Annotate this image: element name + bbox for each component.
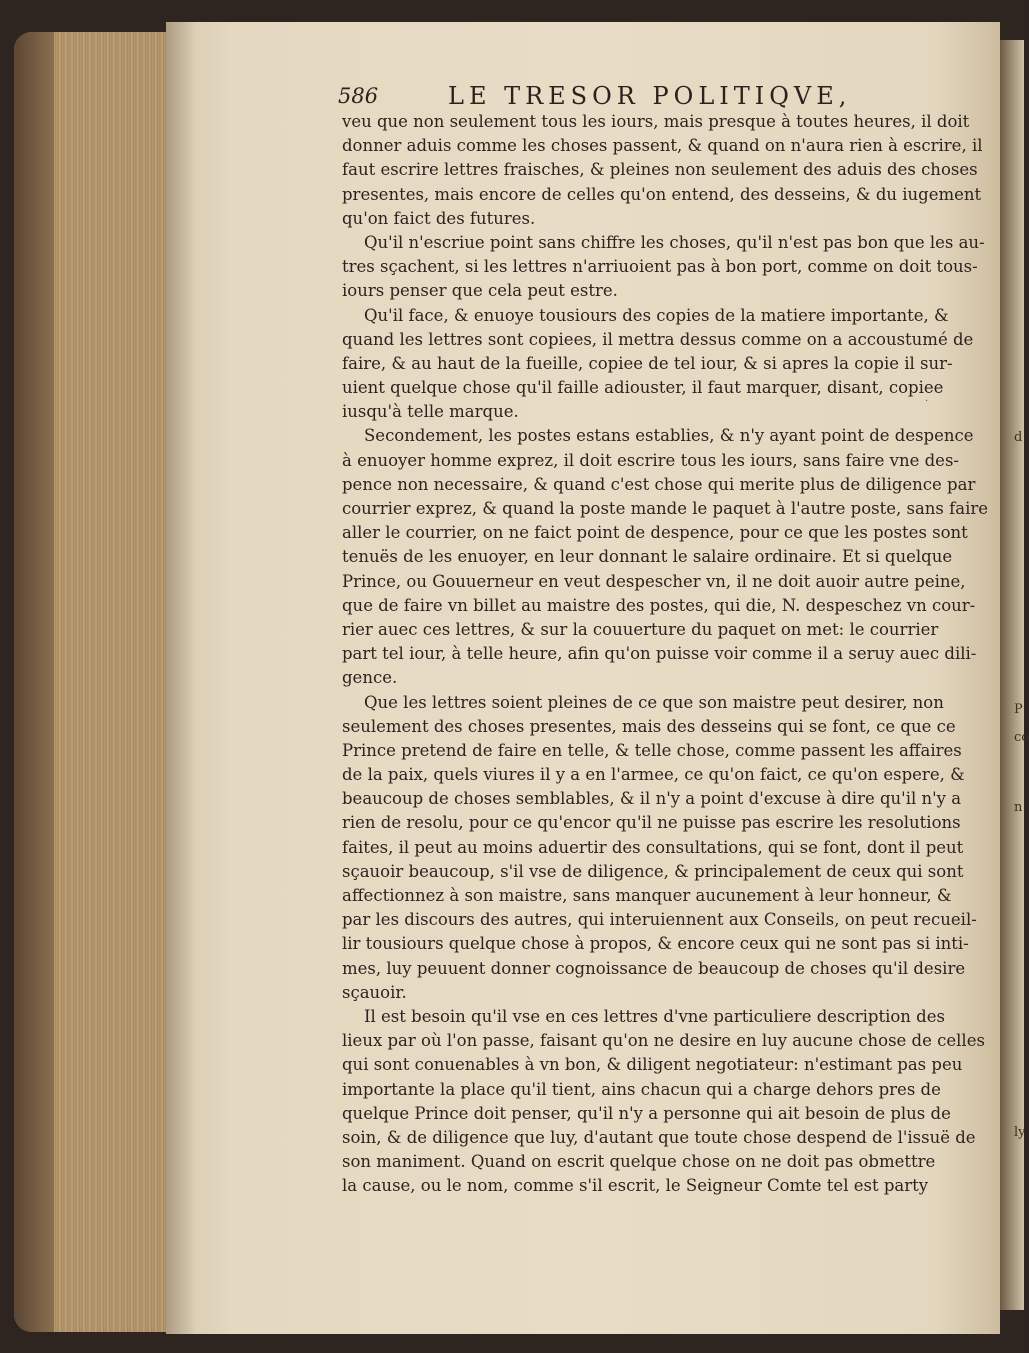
- text-line: Il est besoin qu'il vse en ces lettres d'vne particuliere description des: [364, 1006, 945, 1026]
- next-page-edge: [1000, 40, 1029, 1310]
- running-title: LE TRESOR POLITIQVE,: [448, 82, 852, 110]
- text-line: son maniment. Quand on escrit quelque chose on ne doit pas obmettre: [342, 1152, 936, 1172]
- text-line: faites, il peut au moins aduertir des consultations, qui se font, dont il peut: [342, 837, 964, 857]
- text-line: que de faire vn billet au maistre des postes, qui die, N. despeschez vn cour-: [342, 595, 976, 615]
- book-edge-shadow: [14, 32, 54, 1332]
- text-line: à enuoyer homme exprez, il doit escrire tous les iours, sans faire vne des-: [342, 450, 959, 470]
- text-line: Qu'il face, & enuoye tousiours des copies de la matiere importante, &: [364, 305, 949, 325]
- text-line: rier auec ces lettres, & sur la couuerture du paquet on met: le courrier: [342, 619, 939, 639]
- next-page-fragment: ly: [1014, 1125, 1026, 1140]
- text-line: par les discours des autres, qui interuiennent aux Conseils, on peut recueil-: [342, 910, 977, 930]
- text-line: affectionnez à son maistre, sans manquer aucunement à leur honneur, &: [342, 886, 952, 905]
- page-number: 586: [338, 84, 379, 108]
- text-line: presentes, mais encore de celles qu'on entend, des desseins, & du iugement: [342, 184, 982, 204]
- text-line: lir tousiours quelque chose à propos, & encore ceux qui ne sont pas si inti-: [342, 934, 969, 954]
- text-line: pence non necessaire, & quand c'est chose qui merite plus de diligence par: [342, 474, 976, 494]
- text-line: tres sçachent, si les lettres n'arriuoient pas à bon port, comme on doit tous-: [342, 257, 978, 277]
- next-page-fragment: n: [1014, 800, 1023, 815]
- text-line: lieux par où l'on passe, faisant qu'on ne desire en luy aucune chose de celles: [342, 1031, 985, 1051]
- text-line: part tel iour, à telle heure, afin qu'on puisse voir comme il a seruy auec dili-: [342, 644, 977, 664]
- text-line: qui sont conuenables à vn bon, & diligent negotiateur: n'estimant pas peu: [342, 1055, 963, 1075]
- text-line: gence.: [342, 668, 398, 688]
- text-line: seulement des choses presentes, mais des desseins qui se font, ce que ce: [342, 716, 956, 736]
- text-line: de la paix, quels viures il y a en l'armee, ce qu'on faict, ce qu'on espere, &: [342, 765, 965, 785]
- page-header: [338, 78, 958, 114]
- text-line: Prince, ou Gouuerneur en veut despescher vn, il ne doit auoir autre peine,: [342, 571, 966, 591]
- gutter-shadow: [166, 22, 196, 1334]
- text-line: faire, & au haut de la fueille, copiee de tel iour, & si apres la copie il sur-: [342, 353, 953, 373]
- page-body-text: [342, 110, 989, 1198]
- text-line: Que les lettres soient pleines de ce que son maistre peut desirer, non: [364, 692, 944, 712]
- text-line: la cause, ou le nom, comme s'il escrit, le Seigneur Comte tel est party: [342, 1176, 929, 1196]
- text-line: importante la place qu'il tient, ains chacun qui a charge dehors pres de: [342, 1079, 941, 1099]
- text-line: soin, & de diligence que luy, d'autant que toute chose despend de l'issuë de: [342, 1127, 976, 1147]
- text-line: rien de resolu, pour ce qu'encor qu'il ne puisse pas escrire les resolutions: [342, 813, 961, 833]
- text-line: aller le courrier, on ne faict point de despence, pour ce que les postes sont: [342, 523, 968, 543]
- text-line: faut escrire lettres fraisches, & pleines non seulement des aduis des choses: [342, 160, 978, 180]
- text-line: uient quelque chose qu'il faille adiouster, il faut marquer, disant, copiee: [342, 378, 944, 398]
- next-page-fragment: P: [1014, 702, 1023, 717]
- text-line: tenuës de les enuoyer, en leur donnant le salaire ordinaire. Et si quelque: [342, 547, 953, 567]
- text-line: qu'on faict des futures.: [342, 208, 536, 228]
- text-line: mes, luy peuuent donner cognoissance de beaucoup de choses qu'il desire: [342, 958, 966, 978]
- text-line: iours penser que cela peut estre.: [342, 281, 618, 301]
- next-page-fragment: d: [1014, 430, 1023, 445]
- text-line: quelque Prince doit penser, qu'il n'y a personne qui ait besoin de plus de: [342, 1103, 951, 1123]
- text-line: donner aduis comme les choses passent, & quand on n'aura rien à escrire, il: [342, 136, 983, 156]
- text-line: quand les lettres sont copiees, il mettra dessus comme on a accoustumé de: [342, 329, 974, 349]
- text-line: sçauoir beaucoup, s'il vse de diligence, & principalement de ceux qui sont: [342, 861, 964, 881]
- text-line: Secondement, les postes estans establies, & n'y ayant point de despence: [364, 426, 974, 446]
- text-line: veu que non seulement tous les iours, mais presque à toutes heures, il doit: [342, 112, 970, 131]
- text-line: sçauoir.: [342, 982, 407, 1002]
- ink-dot: ·: [925, 396, 929, 407]
- text-line: Qu'il n'escriue point sans chiffre les choses, qu'il n'est pas bon que les au-: [364, 232, 985, 252]
- text-line: iusqu'à telle marque.: [342, 402, 519, 422]
- text-line: Prince pretend de faire en telle, & telle chose, comme passent les affaires: [342, 740, 962, 760]
- text-line: beaucoup de choses semblables, & il n'y a point d'excuse à dire qu'il n'y a: [342, 789, 962, 809]
- next-page-fragment: co: [1014, 730, 1029, 745]
- text-line: courrier exprez, & quand la poste mande le paquet à l'autre poste, sans faire: [342, 499, 989, 518]
